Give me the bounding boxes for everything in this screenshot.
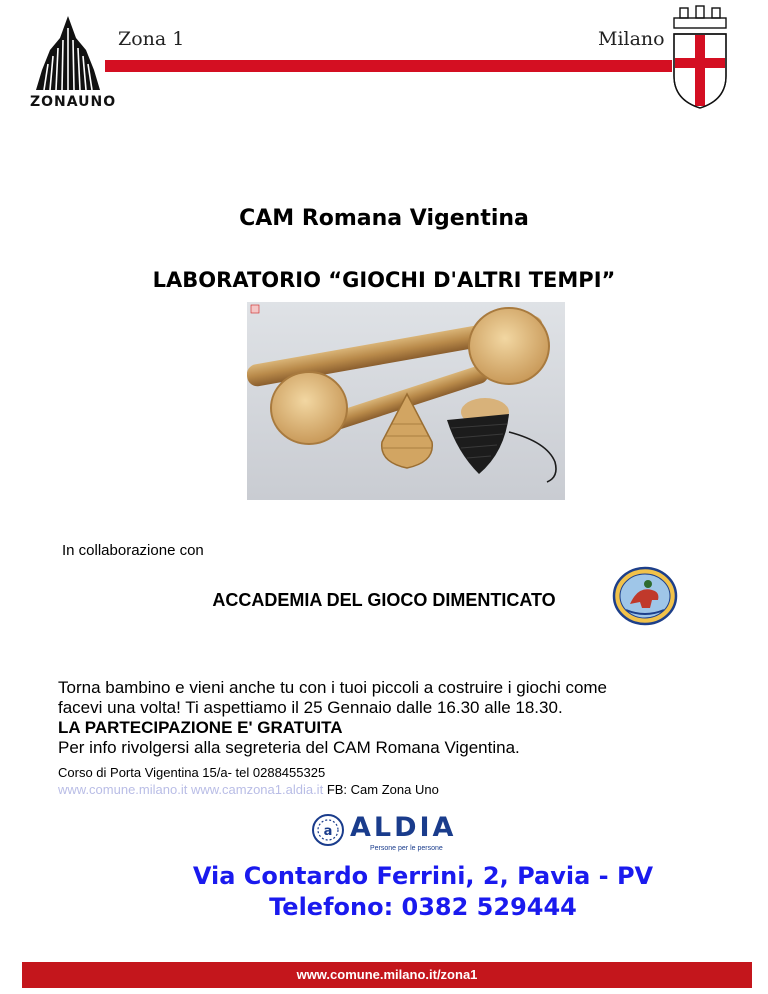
accademia-logo-icon: [612, 566, 678, 626]
svg-text:a: a: [323, 824, 333, 839]
cam-address: Corso di Porta Vigentina 15/a- tel 0288455325: [58, 765, 326, 780]
milano-crest-icon: [668, 4, 732, 112]
zonauno-logo-text: ZONAUNO: [30, 94, 117, 110]
aldia-logo: [310, 812, 468, 856]
footer-bar: [22, 962, 752, 988]
aldia-phone: Telefono: 0382 529444: [269, 893, 577, 921]
zonauno-logo: [30, 14, 117, 110]
contact-links: [58, 782, 439, 797]
page-title: CAM Romana Vigentina: [239, 206, 529, 231]
page-subtitle: LABORATORIO “GIOCHI D'ALTRI TEMPI”: [152, 268, 616, 292]
header-red-bar: [105, 60, 672, 72]
wooden-toys-photo: [247, 302, 565, 500]
free-participation-notice: LA PARTECIPAZIONE E' GRATUITA: [58, 718, 343, 737]
event-description: [58, 678, 748, 758]
description-line: facevi una volta! Ti aspettiamo il 25 Gennaio dalle 16.30 alle 18.30.: [58, 698, 563, 717]
description-line: Torna bambino e vieni anche tu con i tuoi piccoli a costruire i giochi come: [58, 678, 608, 697]
duomo-spires-icon: [30, 14, 106, 94]
header-zone-label: Zona 1: [118, 28, 185, 50]
header-city-label: Milano: [598, 28, 665, 50]
aldia-brand: ALDIA: [350, 812, 457, 843]
aldia-address: Via Contardo Ferrini, 2, Pavia - PV: [192, 862, 654, 890]
facebook-label: FB: Cam Zona Uno: [326, 782, 439, 797]
partner-name: ACCADEMIA DEL GIOCO DIMENTICATO: [212, 590, 556, 610]
footer-url[interactable]: www.comune.milano.it/zona1: [296, 967, 478, 982]
comune-link[interactable]: www.comune.milano.it: [58, 782, 188, 797]
camzona1-link[interactable]: www.camzona1.aldia.it: [190, 782, 324, 797]
info-line: Per info rivolgersi alla segreteria del CAM Romana Vigentina.: [58, 738, 520, 757]
collaboration-intro: In collaborazione con: [62, 542, 204, 559]
aldia-tagline: Persone per le persone: [370, 845, 443, 852]
